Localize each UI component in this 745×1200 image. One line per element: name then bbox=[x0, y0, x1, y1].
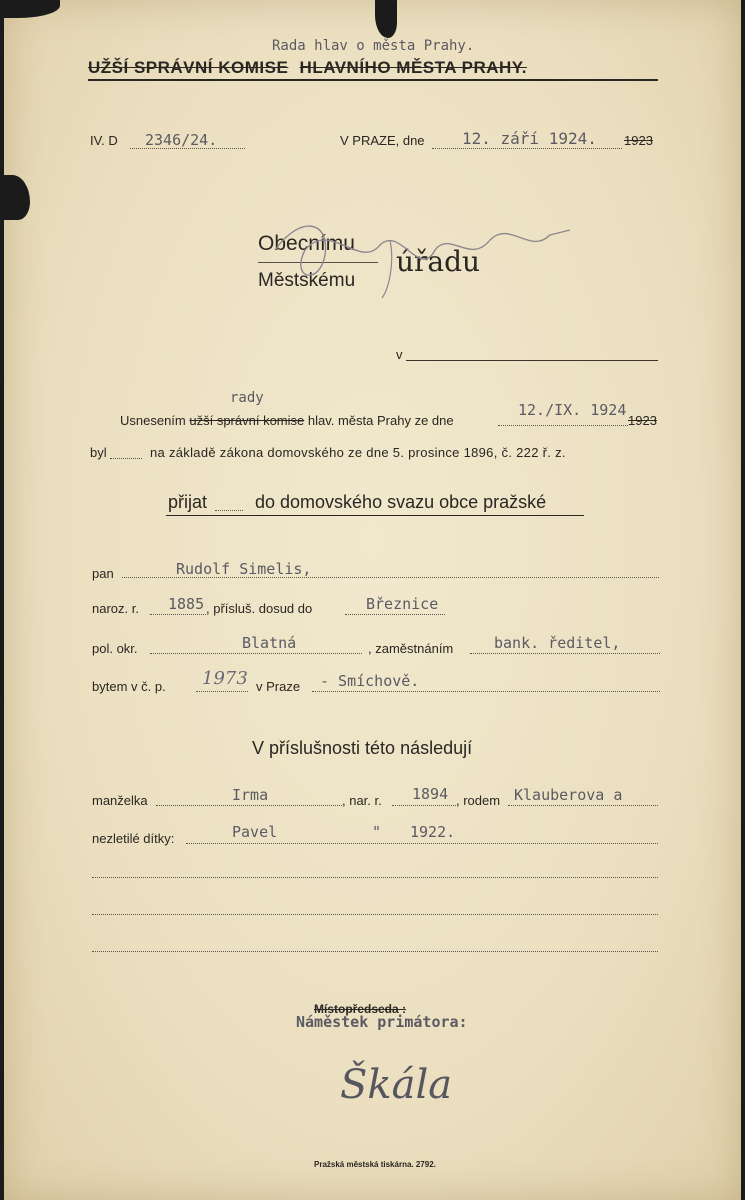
printed-year: 1923 bbox=[624, 133, 653, 148]
reference-number: 2346/24. bbox=[145, 131, 218, 149]
resolution-prefix: Usnesením bbox=[120, 413, 186, 428]
pan-label: pan bbox=[92, 566, 114, 581]
resolution-year: 1923 bbox=[628, 413, 657, 428]
law-dots bbox=[110, 458, 142, 459]
residence-city: v Praze bbox=[256, 679, 301, 694]
resolution-date: 12./IX. 1924 bbox=[518, 401, 627, 419]
law-text: na základě zákona domovského ze dne 5. prosince 1896, č. 222 ř. z. bbox=[150, 445, 566, 460]
child-name: Pavel bbox=[232, 823, 278, 841]
printer-note: Pražská městská tiskárna. 2792. bbox=[314, 1160, 436, 1169]
blank-line-2 bbox=[92, 914, 658, 915]
accepted-rest: do domovského svazu obce pražské bbox=[255, 492, 547, 512]
residence-dots bbox=[312, 691, 660, 692]
house-number: 1973 bbox=[202, 668, 248, 689]
reference-prefix: IV. D bbox=[90, 133, 118, 148]
accepted-word: přijat bbox=[168, 492, 208, 512]
born-label: naroz. r. bbox=[92, 601, 139, 616]
following-heading: V příslušnosti této následují bbox=[252, 738, 473, 758]
wife-maiden-label: , rodem bbox=[456, 793, 501, 808]
wife-born-year: 1894 bbox=[412, 785, 449, 803]
header-title-right: HLAVNÍHO MĚSTA PRAHY. bbox=[299, 58, 527, 77]
resolution-struck: užší správní komise bbox=[189, 413, 305, 428]
children-label: nezletilé dítky: bbox=[92, 831, 175, 846]
children-dots bbox=[186, 843, 658, 844]
previous-place: Březnice bbox=[366, 595, 439, 613]
wife-born-label: , nar. r. bbox=[342, 793, 382, 808]
resolution-line bbox=[120, 413, 454, 428]
accepted-underline bbox=[166, 515, 584, 516]
resolution-dots bbox=[498, 425, 628, 426]
blank-line-3 bbox=[92, 951, 658, 952]
header-title bbox=[88, 58, 527, 78]
district-label: pol. okr. bbox=[92, 641, 138, 656]
occupation-label: , zaměstnáním bbox=[368, 641, 454, 656]
district: Blatná bbox=[242, 634, 297, 652]
addressee-line1: Obecnímu bbox=[258, 232, 355, 255]
addressee-line2: Městskému bbox=[258, 270, 356, 291]
wife-maiden-dots bbox=[508, 805, 658, 806]
addressee-office: úřadu bbox=[396, 245, 481, 278]
house-dots bbox=[196, 691, 248, 692]
inserted-word: rady bbox=[230, 390, 264, 406]
child-year: 1922. bbox=[410, 823, 456, 841]
wife-label: manželka bbox=[92, 793, 148, 808]
header-title-left: UŽŠÍ SPRÁVNÍ KOMISE bbox=[88, 58, 289, 77]
residence-label: bytem v č. p. bbox=[92, 679, 166, 694]
occupation-dots bbox=[470, 653, 660, 654]
previous-dots bbox=[345, 614, 445, 615]
born-dots bbox=[150, 614, 206, 615]
wife-born-dots bbox=[392, 805, 456, 806]
wife-name: Irma bbox=[232, 786, 269, 804]
signature-name: Škála bbox=[340, 1062, 453, 1108]
district-dots bbox=[150, 653, 362, 654]
person-name: Rudolf Simelis, bbox=[176, 560, 312, 578]
in-label: v bbox=[396, 347, 403, 362]
occupation: bank. ředitel, bbox=[494, 634, 621, 652]
child-ditto: " bbox=[372, 823, 382, 841]
in-line bbox=[406, 360, 658, 361]
law-label: byl bbox=[90, 445, 107, 460]
born-year: 1885 bbox=[168, 595, 205, 613]
header-rule bbox=[88, 79, 658, 81]
wife-maiden: Klauberova a bbox=[514, 786, 623, 804]
place-label: V PRAZE, dne bbox=[340, 133, 425, 148]
signature-title: Náměstek primátora: bbox=[296, 1013, 468, 1031]
reference-dots bbox=[130, 148, 245, 149]
blank-line-1 bbox=[92, 877, 658, 878]
struck-signature-title: Místopředseda : bbox=[314, 1002, 407, 1016]
stamp-line: Rada hlav o města Prahy. bbox=[272, 38, 475, 54]
resolution-rest: hlav. města Prahy ze dne bbox=[307, 413, 454, 428]
handwritten-scribble bbox=[270, 210, 580, 300]
residence-quarter: - Smíchově. bbox=[320, 672, 420, 690]
previous-label: , přísluš. dosud do bbox=[206, 601, 313, 616]
wife-dots bbox=[156, 805, 342, 806]
accepted-dots bbox=[215, 510, 243, 511]
document-date: 12. září 1924. bbox=[462, 129, 597, 148]
date-dots bbox=[432, 148, 622, 149]
